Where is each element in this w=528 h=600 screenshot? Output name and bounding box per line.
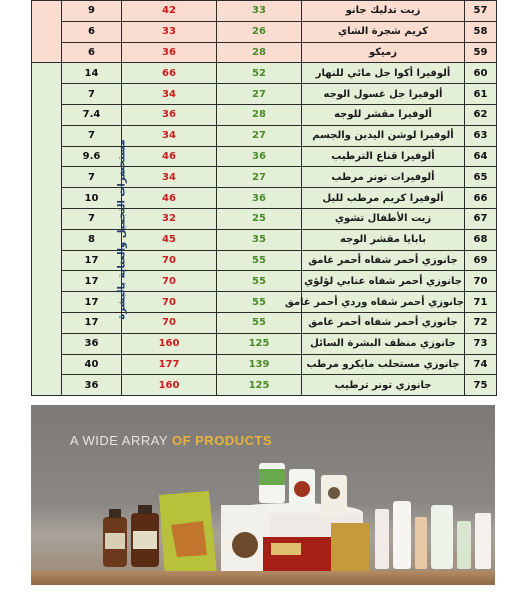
price-retail-cell: 160 — [122, 333, 217, 354]
product-name-cell: ألوفيرا أكوا جل مائي للنهار — [302, 63, 465, 84]
price-member-cell: 27 — [217, 167, 302, 188]
products-illustration — [31, 405, 495, 585]
row-number-cell: 72 — [465, 312, 497, 333]
row-number-cell: 58 — [465, 21, 497, 42]
product-name-cell: زيت الأطفال تشوي — [302, 208, 465, 229]
points-cell: 17 — [62, 292, 122, 313]
row-number-cell: 70 — [465, 271, 497, 292]
product-name-cell: جانوزي أحمر شفاه عنابي لؤلؤي — [302, 271, 465, 292]
table-row — [32, 146, 497, 167]
price-member-cell: 25 — [217, 208, 302, 229]
row-number-cell: 67 — [465, 208, 497, 229]
price-table — [31, 0, 497, 396]
points-cell: 36 — [62, 333, 122, 354]
product-name-cell: ألوفيرا مقشر للوجه — [302, 104, 465, 125]
product-name-cell: كريم شجرة الشاي — [302, 21, 465, 42]
price-retail-cell: 32 — [122, 208, 217, 229]
product-name-cell: ألوفيرا قناع الترطيب — [302, 146, 465, 167]
table-row — [32, 312, 497, 333]
price-retail-cell: 36 — [122, 42, 217, 63]
banner-title-of: OF — [171, 433, 192, 448]
points-cell: 7 — [62, 125, 122, 146]
product-name-cell: بابايا مقشر الوجه — [302, 229, 465, 250]
category-cell-top — [32, 1, 62, 63]
points-cell: 7 — [62, 167, 122, 188]
category-label: مستحضرات التجميل والعناية بالبشرة — [116, 139, 128, 320]
row-number-cell: 75 — [465, 375, 497, 396]
gold-box — [331, 523, 369, 571]
price-retail-cell: 70 — [122, 312, 217, 333]
price-member-cell: 27 — [217, 125, 302, 146]
product-name-cell: جانوزي مستحلب مايكرو مرطب — [302, 354, 465, 375]
product-name-cell: جانوزي أحمر شفاه وردي أحمر غامق — [302, 292, 465, 313]
table-row — [32, 104, 497, 125]
row-number-cell: 71 — [465, 292, 497, 313]
points-cell: 17 — [62, 250, 122, 271]
points-cell: 7.4 — [62, 104, 122, 125]
table-row — [32, 42, 497, 63]
price-member-cell: 125 — [217, 333, 302, 354]
table-row — [32, 167, 497, 188]
price-member-cell: 33 — [217, 1, 302, 22]
product-name-cell: جانوزي أحمر شفاه أحمر غامق — [302, 250, 465, 271]
table-row — [32, 250, 497, 271]
row-number-cell: 60 — [465, 63, 497, 84]
price-retail-cell: 70 — [122, 271, 217, 292]
product-name-cell: زميكو — [302, 42, 465, 63]
price-member-cell: 27 — [217, 84, 302, 105]
points-cell: 10 — [62, 188, 122, 209]
cosmetic-bottle-1 — [375, 509, 389, 569]
table-row — [32, 1, 497, 22]
row-number-cell: 59 — [465, 42, 497, 63]
cosmetic-bottle-3 — [415, 517, 427, 569]
row-number-cell: 68 — [465, 229, 497, 250]
row-number-cell: 62 — [465, 104, 497, 125]
points-cell: 9 — [62, 1, 122, 22]
wooden-shelf — [31, 571, 495, 585]
row-number-cell: 57 — [465, 1, 497, 22]
banner-title-pre: A WIDE ARRAY — [69, 433, 172, 448]
price-member-cell: 52 — [217, 63, 302, 84]
points-cell: 17 — [62, 271, 122, 292]
product-name-cell: زيت تدليك جانو — [302, 1, 465, 22]
row-number-cell: 65 — [465, 167, 497, 188]
points-cell: 40 — [62, 354, 122, 375]
points-cell: 7 — [62, 84, 122, 105]
points-cell: 9.6 — [62, 146, 122, 167]
price-table-body — [32, 1, 497, 396]
product-name-cell: ألوفيرا لوشن اليدين والجسم — [302, 125, 465, 146]
price-member-cell: 55 — [217, 271, 302, 292]
points-cell: 7 — [62, 208, 122, 229]
cosmetic-bottle-5 — [457, 521, 471, 569]
table-row — [32, 271, 497, 292]
price-member-cell: 55 — [217, 292, 302, 313]
cosmetic-bottle-6 — [475, 513, 491, 569]
price-member-cell: 55 — [217, 312, 302, 333]
price-retail-cell: 36 — [122, 104, 217, 125]
product-name-cell: جانوزي أحمر شفاه أحمر غامق — [302, 312, 465, 333]
points-cell: 6 — [62, 42, 122, 63]
table-row — [32, 292, 497, 313]
table-row — [32, 229, 497, 250]
row-number-cell: 63 — [465, 125, 497, 146]
product-name-cell: جانوزي تونر ترطيب — [302, 375, 465, 396]
price-member-cell: 55 — [217, 250, 302, 271]
row-number-cell: 61 — [465, 84, 497, 105]
price-member-cell: 28 — [217, 104, 302, 125]
row-number-cell: 74 — [465, 354, 497, 375]
points-cell: 36 — [62, 375, 122, 396]
banner-title-products: PRODUCTS — [191, 433, 273, 448]
price-list-sheet — [31, 0, 496, 396]
price-retail-cell: 42 — [122, 1, 217, 22]
row-number-cell: 66 — [465, 188, 497, 209]
price-member-cell: 36 — [217, 146, 302, 167]
table-row — [32, 188, 497, 209]
products-banner — [31, 405, 495, 585]
price-retail-cell: 46 — [122, 188, 217, 209]
row-number-cell: 73 — [465, 333, 497, 354]
product-name-cell: ألوفيرا كريم مرطب لليل — [302, 188, 465, 209]
price-member-cell: 35 — [217, 229, 302, 250]
price-retail-cell: 66 — [122, 63, 217, 84]
price-retail-cell: 34 — [122, 125, 217, 146]
product-name-cell: ألوفيرات تونر مرطب — [302, 167, 465, 188]
table-row — [32, 354, 497, 375]
points-cell: 14 — [62, 63, 122, 84]
price-retail-cell: 45 — [122, 229, 217, 250]
price-retail-cell: 70 — [122, 292, 217, 313]
cosmetic-bottle-2 — [393, 501, 411, 569]
price-member-cell: 28 — [217, 42, 302, 63]
price-retail-cell: 160 — [122, 375, 217, 396]
table-row — [32, 21, 497, 42]
price-member-cell: 139 — [217, 354, 302, 375]
table-row — [32, 84, 497, 105]
product-name-cell: ألوفيرا جل غسول الوجه — [302, 84, 465, 105]
cosmetic-bottle-4 — [431, 505, 453, 569]
points-cell: 6 — [62, 21, 122, 42]
row-number-cell: 69 — [465, 250, 497, 271]
table-row — [32, 208, 497, 229]
table-row — [32, 333, 497, 354]
price-retail-cell: 34 — [122, 84, 217, 105]
table-row — [32, 125, 497, 146]
product-name-cell: جانوزي منظف البشرة السائل — [302, 333, 465, 354]
price-retail-cell: 177 — [122, 354, 217, 375]
price-retail-cell: 33 — [122, 21, 217, 42]
table-row — [32, 375, 497, 396]
price-member-cell: 36 — [217, 188, 302, 209]
price-retail-cell: 70 — [122, 250, 217, 271]
table-row — [32, 63, 497, 84]
price-member-cell: 125 — [217, 375, 302, 396]
points-cell: 8 — [62, 229, 122, 250]
row-number-cell: 64 — [465, 146, 497, 167]
price-retail-cell: 34 — [122, 167, 217, 188]
price-retail-cell: 46 — [122, 146, 217, 167]
price-member-cell: 26 — [217, 21, 302, 42]
points-cell: 17 — [62, 312, 122, 333]
